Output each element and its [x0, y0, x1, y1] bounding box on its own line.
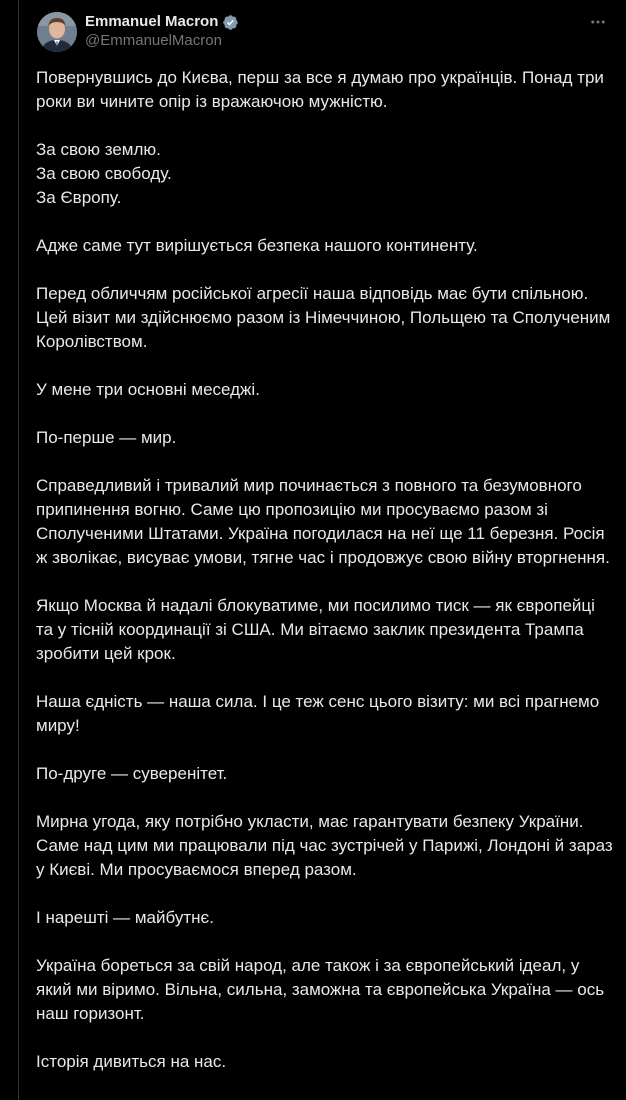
verified-badge-icon [222, 14, 239, 31]
tweet-paragraph: Адже саме тут вирішується безпека нашого континенту. [36, 236, 478, 255]
more-options-icon[interactable] [588, 12, 608, 32]
tweet-card [18, 0, 626, 1100]
tweet-paragraph-group [36, 138, 616, 210]
tweet-paragraph: Історія дивиться на нас. [36, 1052, 227, 1071]
tweet-header [19, 0, 626, 58]
tweet-line: За Європу. [36, 188, 122, 207]
tweet-paragraph: Справедливий і тривалий мир починається з повного та безумовного припинення вогню. Саме цю пропозицію ми просуваємо разом зі Сполученими Штатами. Україна погодилася на неї ще 11 березня. Росія ж зволікає, висуває умови, тягне час і продовжує свою війну вторгнення. [36, 476, 610, 567]
author-name-row [85, 12, 239, 32]
author-display-name[interactable]: Emmanuel Macron [85, 13, 219, 30]
tweet-paragraph: По-перше — мир. [36, 428, 177, 447]
tweet-paragraph: Повернувшись до Києва, перш за все я думаю про українців. Понад три роки ви чините опір із вражаючою мужністю. [36, 68, 604, 111]
tweet-line: За свою землю. [36, 140, 161, 159]
tweet-paragraph: Наша єдність — наша сила. І це теж сенс цього візиту: ми всі прагнемо миру! [36, 692, 600, 735]
tweet-paragraph: І нарешті — майбутнє. [36, 908, 214, 927]
tweet-paragraph: Якщо Москва й надалі блокуватиме, ми посилимо тиск — як європейці та у тісній координації зі США. Ми вітаємо заклик президента Трампа зробити цей крок. [36, 596, 595, 663]
tweet-paragraph: Мирна угода, яку потрібно укласти, має гарантувати безпеку України. Саме над цим ми працювали під час зустрічей у Парижі, Лондоні й зараз у Києві. Ми просуваємося вперед разом. [36, 812, 613, 879]
author-handle[interactable]: @EmmanuelMacron [85, 32, 222, 49]
tweet-paragraph: Перед обличчям російської агресії наша відповідь має бути спільною. Цей візит ми здійснюємо разом із Німеччиною, Польщею та Сполученим Королівством. [36, 284, 611, 351]
tweet-line: За свою свободу. [36, 164, 172, 183]
tweet-text [36, 66, 616, 1098]
avatar[interactable] [37, 12, 77, 52]
tweet-paragraph: По-друге — суверенітет. [36, 764, 228, 783]
tweet-paragraph: У мене три основні меседжі. [36, 380, 260, 399]
tweet-paragraph: Україна бореться за свій народ, але також і за європейський ідеал, у який ми віримо. Вільна, сильна, заможна та європейська Україна — ось наш горизонт. [36, 956, 605, 1023]
